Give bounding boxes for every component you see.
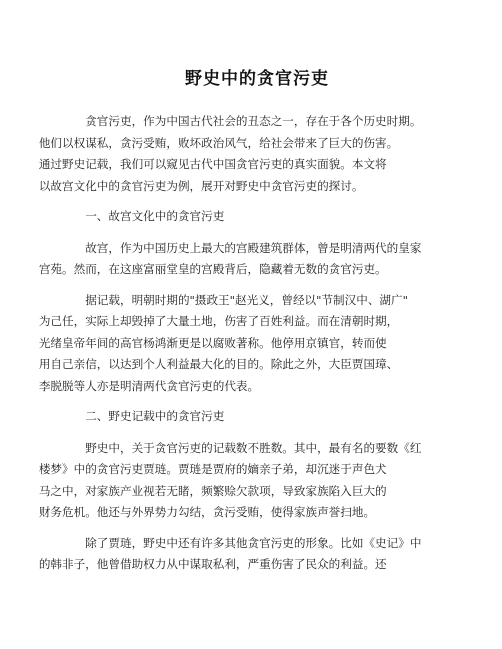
text-line: 贪官污吏，作为中国古代社会的丑态之一，存在于各个历史时期。 bbox=[85, 114, 422, 128]
text-line: 除了贾琏，野史中还有许多其他贪官污吏的形象。比如《史记》中 bbox=[85, 535, 422, 550]
text-line: 故宫，作为中国历史上最大的宫殿建筑群体，曾是明清两代的皇家 bbox=[85, 240, 422, 255]
paragraph-jia-lian bbox=[38, 438, 452, 524]
text-line: 楼梦》中的贪官污吏贾琏。贾琏是贾府的嫡亲子弟，却沉迷于声色犬 bbox=[38, 462, 387, 476]
text-line: 财务危机。他还与外界势力勾结，贪污受贿，使得家族声誉扫地。 bbox=[38, 505, 376, 519]
text-line: 用自己亲信，以达到个人利益最大化的目的。除此之外，大臣贾国璋、 bbox=[38, 357, 399, 371]
section-heading-2: 二、野史记载中的贪官污吏 bbox=[85, 409, 225, 423]
paragraph-intro bbox=[38, 111, 452, 197]
section-heading-1: 一、故宫文化中的贪官污吏 bbox=[85, 209, 225, 223]
text-line: 通过野史记载，我们可以窥见古代中国贪官污吏的真实面貌。本文将 bbox=[38, 157, 387, 171]
text-line: 以故宫文化中的贪官污吏为例，展开对野史中贪官污吏的探讨。 bbox=[38, 178, 364, 193]
text-line: 李脱脱等人亦是明清两代贪官污吏的代表。 bbox=[38, 378, 260, 393]
text-line: 的韩非子，他曾借助权力从中谋取私利，严重伤害了民众的利益。还 bbox=[38, 557, 387, 571]
text-line: 马之中，对家族产业视若无睹，频繁赊欠款项，导致家族陷入巨大的 bbox=[38, 483, 387, 498]
paragraph-forbidden-city bbox=[38, 238, 452, 281]
text-line: 他们以权谋私，贪污受贿，败坏政治风气，给社会带来了巨大的伤害。 bbox=[38, 135, 399, 150]
text-line: 宫苑。然而，在这座富丽堂皇的宫殿背后，隐藏着无数的贪官污吏。 bbox=[38, 262, 387, 276]
document-title: 野史中的贪官污吏 bbox=[185, 69, 329, 89]
text-line: 光绪皇帝年间的高官杨鸿渐更是以腐败著称。他停用京镇官，转而使 bbox=[38, 335, 387, 350]
paragraph-records bbox=[38, 290, 452, 398]
text-line: 野史中，关于贪官污吏的记载数不胜数。其中，最有名的要数《红 bbox=[85, 440, 422, 455]
paragraph-others bbox=[38, 533, 452, 576]
text-line: 为己任，实际上却毁掉了大量土地，伤害了百姓利益。而在清朝时期， bbox=[38, 314, 399, 328]
text-line: 据记载，明朝时期的"摄政王"赵光义，曾经以"节制汉中、湖广" bbox=[85, 292, 408, 307]
